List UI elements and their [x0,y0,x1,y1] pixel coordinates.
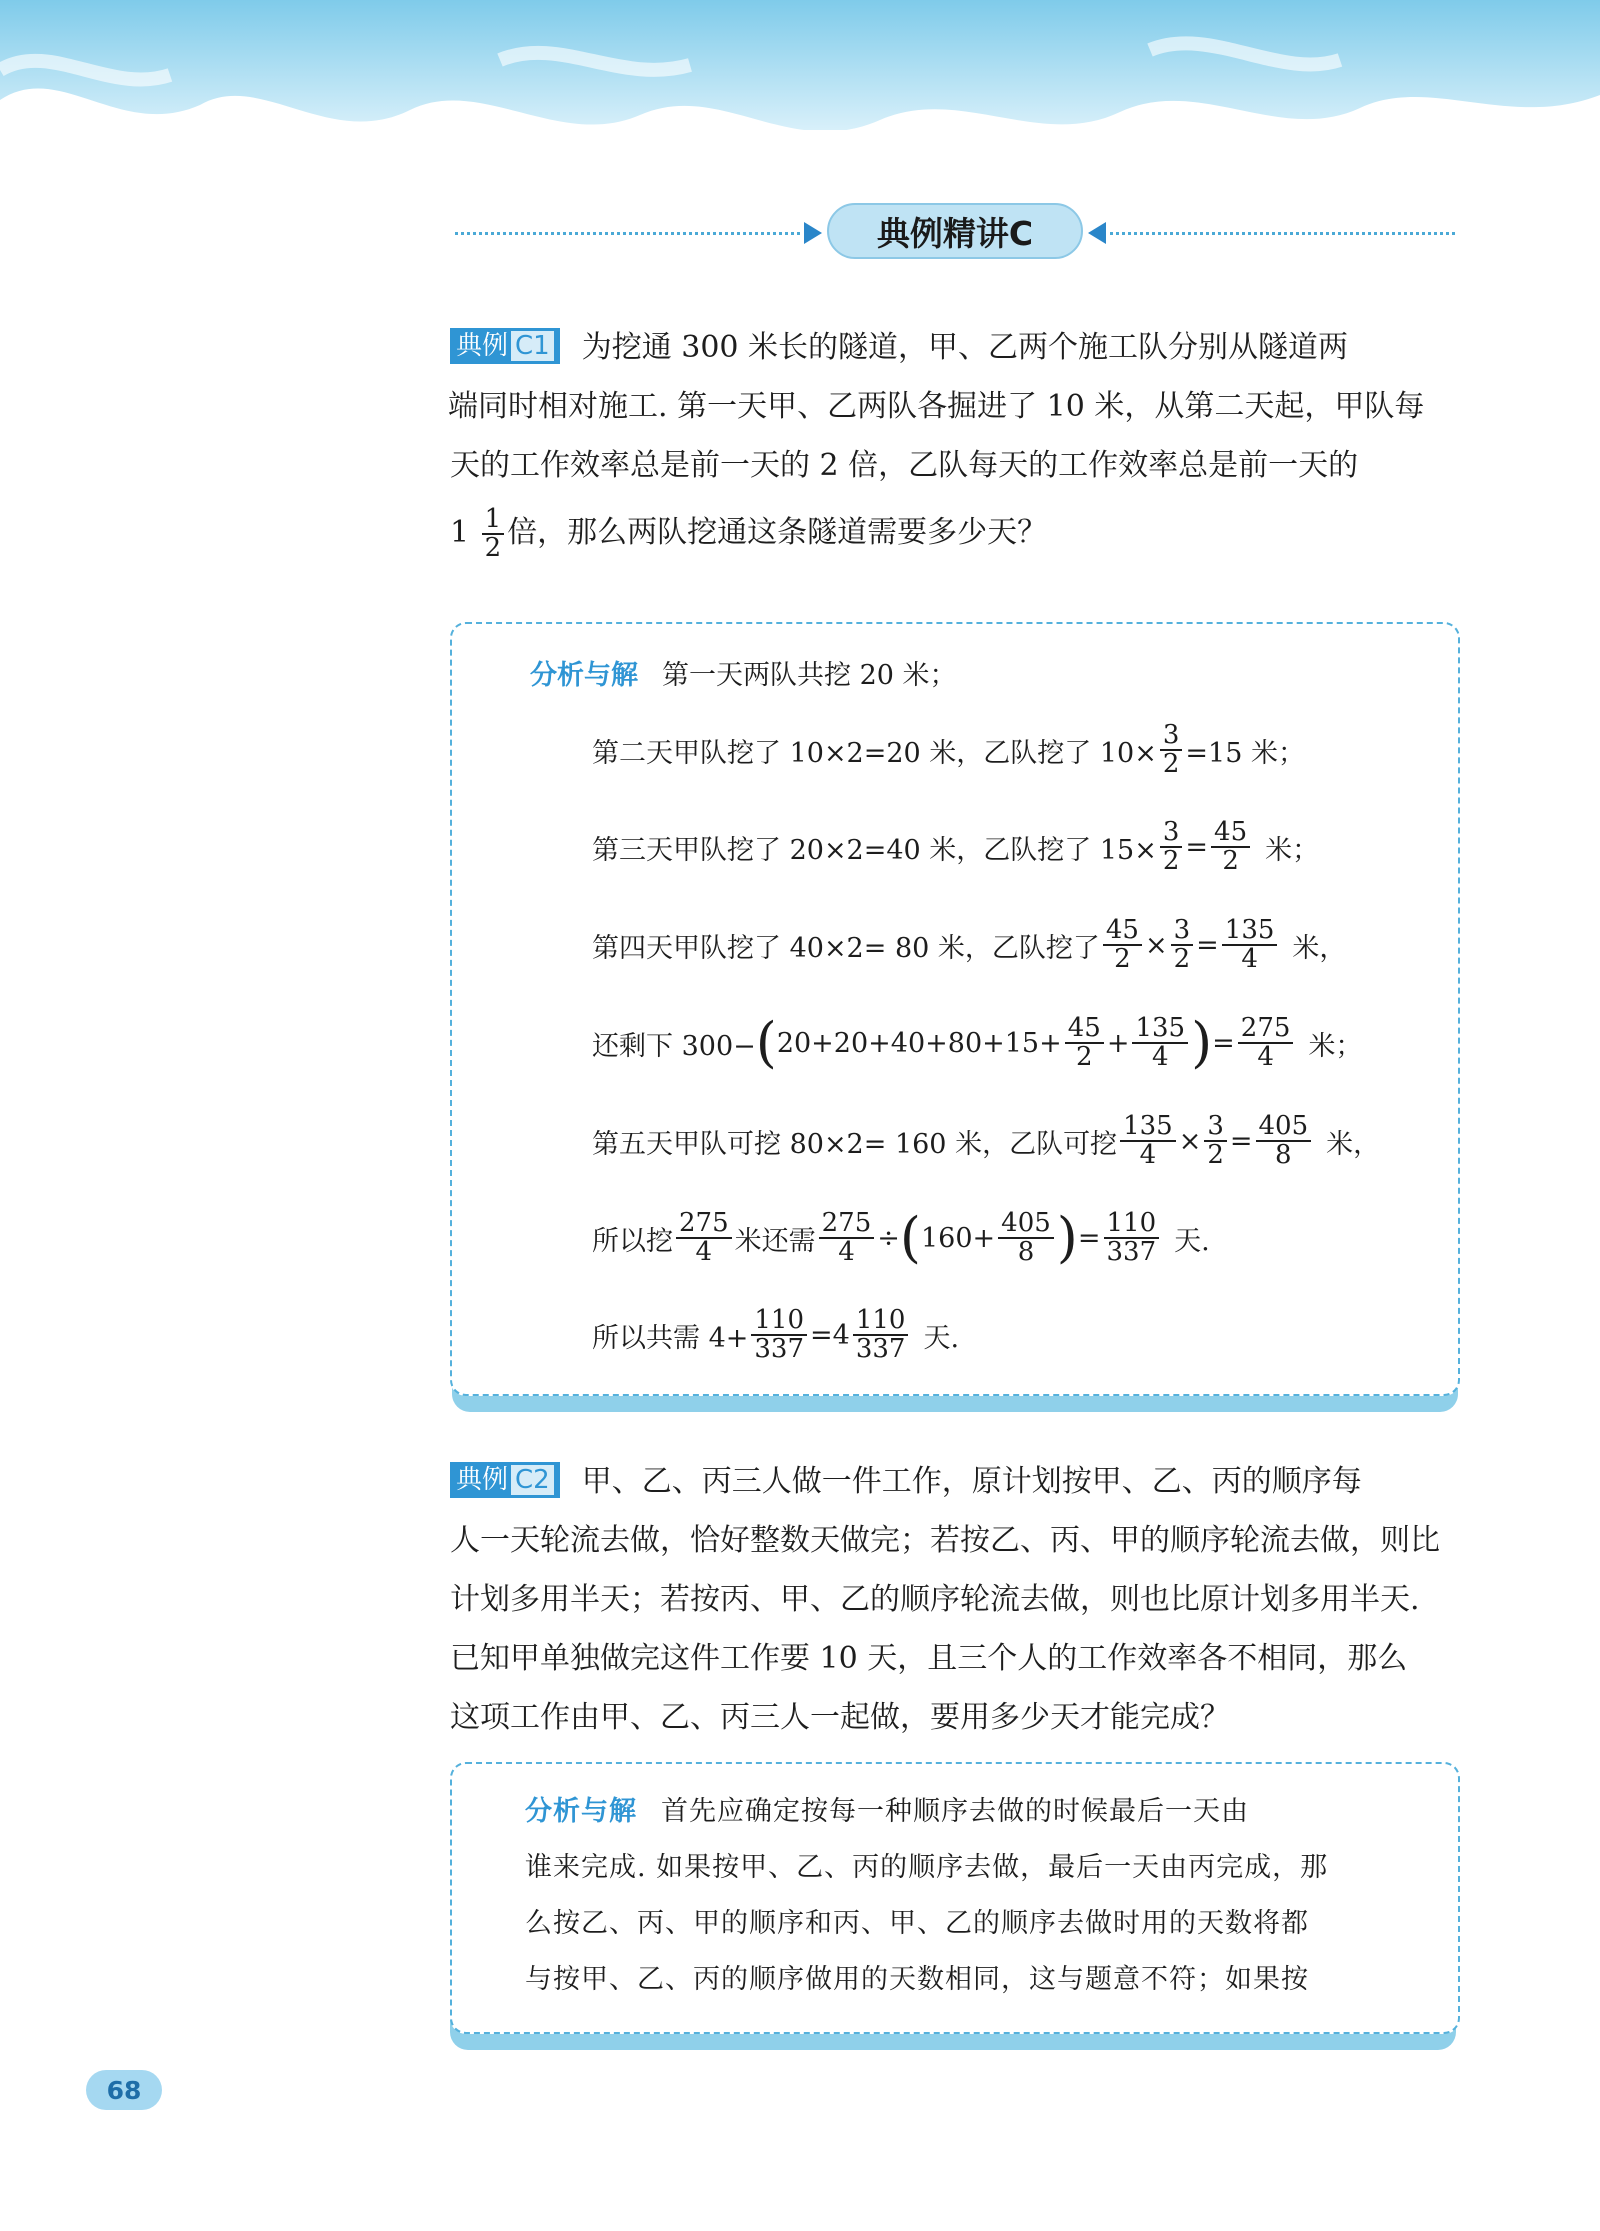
fraction: $\frac{3}{2}$ [1160,819,1183,876]
solution-2-line-2: 谁来完成. 如果按甲、乙、丙的顺序去做，最后一天由丙完成，那 [525,1852,1329,1883]
example-c1 [450,318,1470,562]
fraction: $\frac{3}{2}$ [1204,1113,1227,1170]
fraction: $\frac{3}{2}$ [1160,722,1183,779]
fraction: $\frac{110}{337}$ [751,1307,807,1364]
example-tag: 典例 C2 [450,1462,560,1498]
fraction: $\frac{405}{8}$ [1256,1113,1312,1170]
example-c2 [450,1452,1470,1747]
section-title: 典例精讲C [827,203,1083,259]
example-c2-line-2: 人一天轮流去做，恰好整数天做完；若按乙、丙、甲的顺序轮流去做，则比 [450,1523,1440,1558]
fraction: $\frac{275}{4}$ [1238,1015,1294,1072]
fraction: $\frac{45}{2}$ [1211,819,1250,876]
dotted-rule-left [455,232,800,235]
example-c2-line-1: 典例 C2 甲、乙、丙三人做一件工作，原计划按甲、乙、丙的顺序每 [450,1452,1470,1511]
solution-1-line-6: 所以挖 $\frac{275}{4}$ 米还需 $\frac{275}{4}$ ÷ ( 160+ $\frac{405}{8}$ ) = $\frac{110}{337}$ 天. [592,1206,1210,1269]
solution-1-line-2: 第三天甲队挖了 20×2=40 米，乙队挖了 15× $\frac{3}{2}$ = $\frac{45}{2}$ 米； [592,816,1320,876]
fraction: $\frac{405}{8}$ [998,1210,1054,1267]
example-c1-line-3: 天的工作效率总是前一天的 2 倍，乙队每天的工作效率总是前一天的 [450,448,1359,483]
fraction: $\frac{45}{2}$ [1103,917,1142,974]
fraction: $\frac{110}{337}$ [1104,1210,1160,1267]
solution-1-line-1: 第二天甲队挖了 10×2=20 米，乙队挖了 10× $\frac{3}{2}$ =15 米； [592,719,1305,779]
solution-1-line-7: 所以共需 4+ $\frac{110}{337}$ =4 $\frac{110}{337}$ 天. [592,1304,960,1364]
example-tag: 典例 C1 [450,328,560,364]
fraction: $\frac{135}{4}$ [1222,917,1278,974]
solution-2-line-4: 与按甲、乙、丙的顺序做用的天数相同，这与题意不符；如果按 [525,1964,1309,1995]
page-number: 68 [86,2070,162,2110]
solution-2-text [525,1784,1425,2008]
solution-2-line-3: 么按乙、丙、甲的顺序和丙、甲、乙的顺序去做时用的天数将都 [525,1908,1309,1939]
solution-1-line-5: 第五天甲队可挖 80×2= 160 米，乙队可挖 $\frac{135}{4}$ × $\frac{3}{2}$ = $\frac{405}{8}$ 米， [592,1110,1381,1170]
fraction: $\frac{275}{4}$ [676,1210,732,1267]
solution-2-line-1: 分析与解 首先应确定按每一种顺序去做的时候最后一天由 [525,1796,1249,1827]
arrow-right-icon [804,222,822,244]
fraction: $\frac{1}{2}$ [482,506,505,563]
section-header [455,203,1455,261]
arrow-left-icon [1088,222,1106,244]
fraction: $\frac{135}{4}$ [1120,1113,1176,1170]
fraction: $\frac{3}{2}$ [1171,917,1194,974]
fraction: $\frac{135}{4}$ [1132,1015,1188,1072]
example-c2-line-4: 已知甲单独做完这件工作要 10 天，且三个人的工作效率各不相同，那么 [450,1641,1408,1676]
dotted-rule-right [1110,232,1455,235]
example-c1-line-2: 端同时相对施工. 第一天甲、乙两队各掘进了 10 米，从第二天起，甲队每 [448,389,1425,424]
analysis-label: 分析与解 [530,659,638,691]
fraction: $\frac{275}{4}$ [819,1210,875,1267]
fraction: $\frac{110}{337}$ [853,1307,909,1364]
analysis-label: 分析与解 [525,1796,637,1827]
example-c2-line-5: 这项工作由甲、乙、丙三人一起做，要用多少天才能完成？ [450,1700,1230,1735]
example-c1-line-1: 典例 C1 为挖通 300 米长的隧道，甲、乙两个施工队分别从隧道两 [450,318,1470,377]
solution-1-line-4: 还剩下 300− ( 20+20+40+80+15+ $\frac{45}{2}$ + $\frac{135}{4}$ ) = $\frac{275}{4}$ 米； [592,1011,1363,1074]
solution-1-intro: 分析与解 第一天两队共挖 20 米； [530,637,957,707]
example-c2-line-3: 计划多用半天；若按丙、甲、乙的顺序轮流去做，则也比原计划多用半天. [450,1582,1420,1617]
cloud-banner [0,0,1600,190]
example-c1-line-4: 1 $\frac{1}{2}$ 倍，那么两队挖通这条隧道需要多少天？ [450,503,1048,563]
solution-1-line-3: 第四天甲队挖了 40×2= 80 米，乙队挖了 $\frac{45}{2}$ × $\frac{3}{2}$ = $\frac{135}{4}$ 米， [592,914,1347,974]
fraction: $\frac{45}{2}$ [1065,1015,1104,1072]
